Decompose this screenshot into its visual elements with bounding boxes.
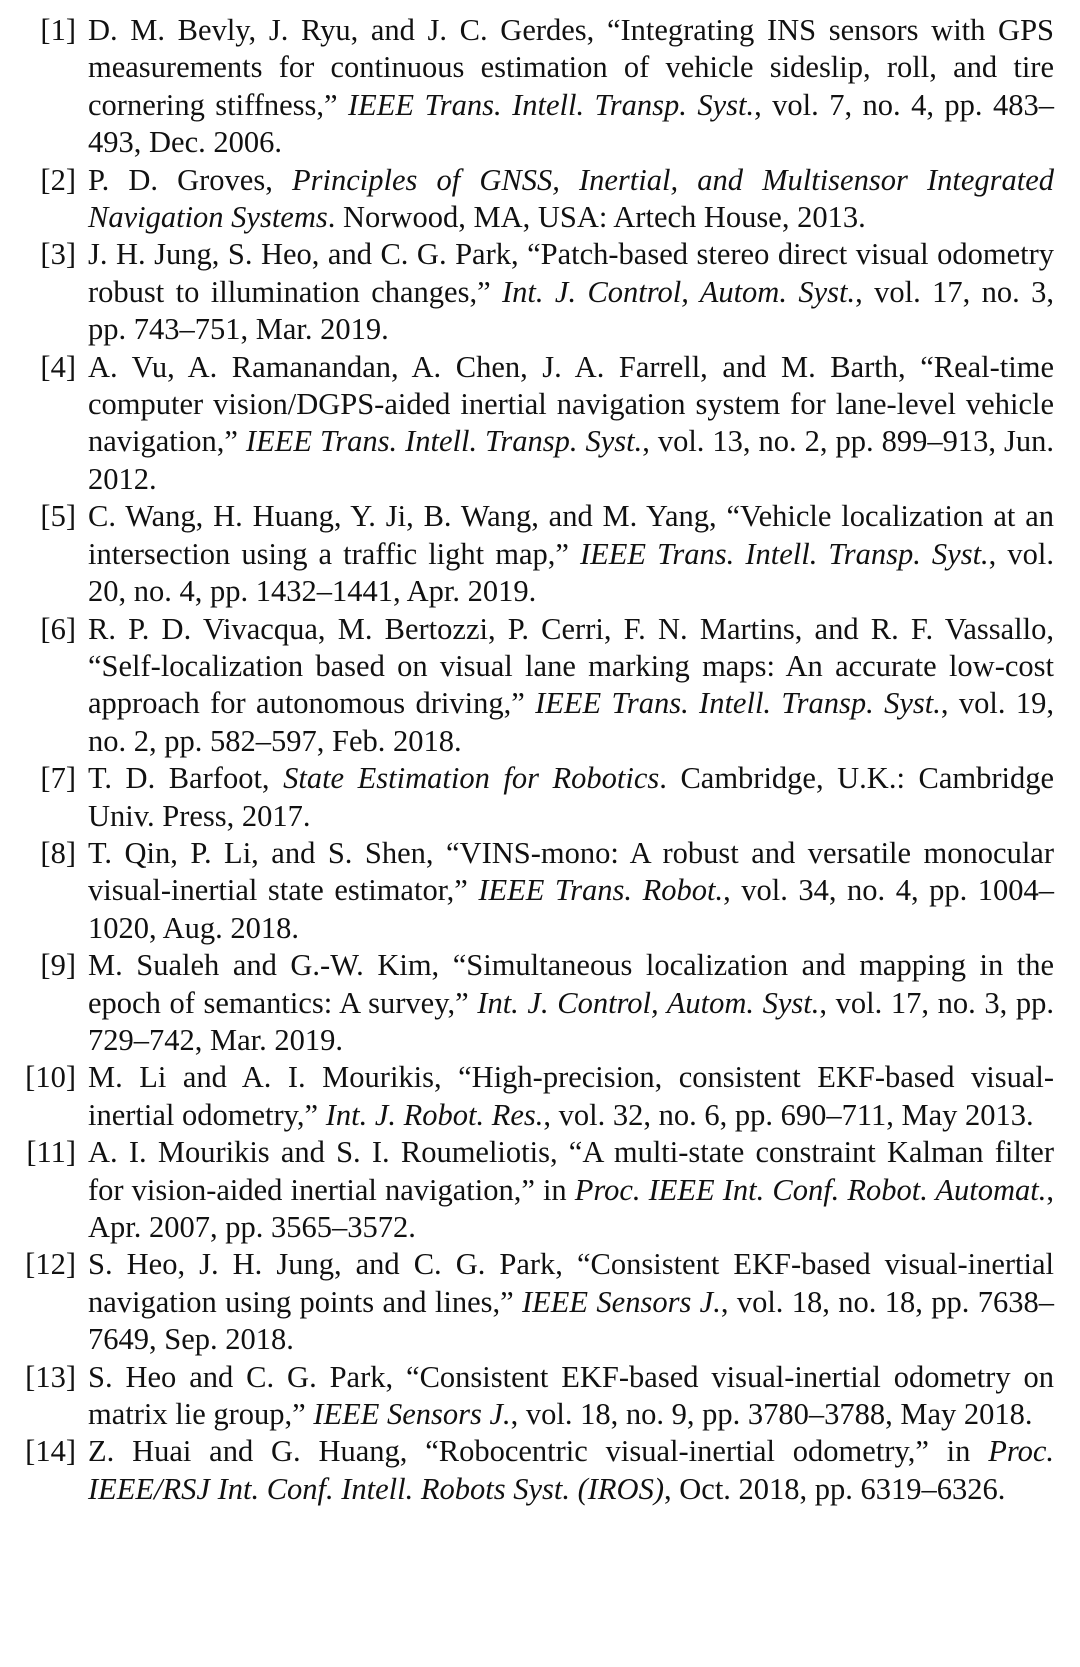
reference-venue: Int. J. Control, Autom. Syst. [477,985,820,1020]
reference-segment: D. M. Bevly, J. Ryu, and J. C. Gerdes, “Integrating INS sensors with GPS measurements for continuous estimation of vehicle sideslip, roll, and tire cornering stiffness,” [88,13,1054,122]
reference-text [88,499,1054,608]
reference-segment: , vol. 17, no. 3, pp. 743–751, Mar. 2019. [88,274,1054,347]
reference-segment: . Norwood, MA, USA: Artech House, 2013. [327,200,866,235]
reference-venue: Int. J. Robot. Res. [325,1097,544,1132]
reference-segment: T. Qin, P. Li, and S. Shen, “VINS-mono: A robust and versatile monocular visual-inertial state estimator,” [88,835,1054,908]
reference-text [88,13,1054,159]
reference-item [0,236,1080,348]
reference-segment: J. H. Jung, S. Heo, and C. G. Park, “Patch-based stereo direct visual odometry robust to illumination changes,” [88,237,1054,309]
reference-text [88,1360,1054,1431]
reference-text [88,1247,1054,1356]
reference-segment: R. P. D. Vivacqua, M. Bertozzi, P. Cerri, F. N. Martins, and R. F. Vassallo, “Self-localization based on visual lane marking maps: An accurate low-cost approach for autonomous driving,” [88,611,1054,721]
reference-item [0,1359,1080,1434]
reference-segment: , vol. 13, no. 2, pp. 899–913, Jun. 2012. [88,424,1054,496]
reference-segment: A. I. Mourikis and S. I. Roumeliotis, “A multi-state constraint Kalman filter for vision-aided inertial navigation,” in [88,1135,1054,1207]
reference-segment: , vol. 19, no. 2, pp. 582–597, Feb. 2018. [88,686,1054,758]
reference-number: [2] [40,162,76,197]
reference-segment: S. Heo, J. H. Jung, and C. G. Park, “Consistent EKF-based visual-inertial navigation using points and lines,” [88,1247,1054,1319]
reference-item [0,349,1080,499]
reference-segment: , vol. 20, no. 4, pp. 1432–1441, Apr. 2019. [88,536,1054,609]
reference-number: [12] [25,1247,76,1282]
reference-number: [7] [40,761,76,796]
reference-number: [13] [25,1359,76,1394]
reference-segment: M. Sualeh and G.-W. Kim, “Simultaneous localization and mapping in the epoch of semantics: A survey,” [88,948,1054,1020]
reference-item [0,1246,1080,1358]
reference-number: [14] [25,1434,76,1469]
reference-segment: , Apr. 2007, pp. 3565–3572. [88,1172,1054,1244]
reference-item [0,162,1080,237]
reference-number: [6] [40,611,76,646]
reference-venue: State Estimation for Robotics [283,761,660,796]
reference-text [88,1060,1054,1131]
reference-venue: Proc. IEEE/RSJ Int. Conf. Intell. Robots Syst. (IROS) [88,1434,1054,1506]
reference-text [88,761,1054,832]
reference-number: [10] [25,1060,76,1095]
reference-list [0,12,1080,1508]
reference-item [0,1059,1080,1134]
reference-segment: , vol. 34, no. 4, pp. 1004–1020, Aug. 2018. [88,873,1055,945]
reference-segment: C. Wang, H. Huang, Y. Ji, B. Wang, and M. Yang, “Vehicle localization at an intersection using a traffic light map,” [88,499,1054,571]
reference-segment: . Cambridge, U.K.: Cambridge Univ. Press, 2017. [88,761,1054,833]
reference-segment: , vol. 18, no. 9, pp. 3780–3788, May 2018. [510,1397,1033,1432]
reference-segment: , vol. 18, no. 18, pp. 7638–7649, Sep. 2018. [88,1284,1054,1357]
reference-segment: M. Li and A. I. Mourikis, “High-precision, consistent EKF-based visual-inertial odometry,” [88,1060,1054,1132]
reference-segment: A. Vu, A. Ramanandan, A. Chen, J. A. Farrell, and M. Barth, “Real-time computer vision/DGPS-aided inertial navigation system for lane-level vehicle navigation,” [88,349,1054,459]
reference-venue: IEEE Trans. Intell. Transp. Syst. [245,424,643,459]
reference-segment: , vol. 17, no. 3, pp. 729–742, Mar. 2019. [88,985,1054,1057]
reference-venue: IEEE Trans. Intell. Transp. Syst. [579,536,989,571]
reference-venue: IEEE Trans. Intell. Transp. Syst. [348,87,755,122]
reference-text [88,948,1054,1057]
reference-text [88,350,1054,496]
reference-venue: IEEE Trans. Robot. [478,873,724,908]
reference-venue: Int. J. Control, Autom. Syst. [502,274,856,309]
reference-number: [11] [26,1135,76,1170]
reference-segment: , vol. 7, no. 4, pp. 483–493, Dec. 2006. [88,87,1054,160]
reference-venue: IEEE Trans. Intell. Transp. Syst. [535,686,941,721]
reference-text [88,612,1054,758]
reference-item [0,760,1080,835]
reference-item [0,12,1080,162]
reference-number: [8] [40,835,76,870]
reference-segment: , Oct. 2018, pp. 6319–6326. [664,1471,1006,1506]
reference-text [88,163,1054,234]
reference-segment: Z. Huai and G. Huang, “Robocentric visual-inertial odometry,” in [88,1434,989,1469]
reference-text [88,836,1054,945]
reference-item [0,1433,1080,1508]
reference-venue: IEEE Sensors J. [522,1284,721,1319]
reference-number: [9] [40,948,76,983]
reference-venue: IEEE Sensors J. [313,1397,511,1432]
reference-item [0,835,1080,947]
reference-venue: Principles of GNSS, Inertial, and Multisensor Integrated Navigation Systems [88,162,1055,235]
reference-segment: T. D. Barfoot, [88,761,284,796]
reference-item [0,1134,1080,1246]
reference-segment: P. D. Groves, [88,162,292,197]
reference-number: [3] [40,237,76,272]
reference-number: [4] [40,349,76,384]
reference-segment: , vol. 32, no. 6, pp. 690–711, May 2013. [543,1097,1034,1132]
reference-number: [1] [40,13,76,47]
reference-item [0,947,1080,1059]
reference-text [88,237,1054,346]
reference-text [88,1135,1054,1244]
reference-venue: Proc. IEEE Int. Conf. Robot. Automat. [574,1172,1047,1207]
reference-item [0,611,1080,761]
reference-number: [5] [40,499,76,534]
reference-segment: S. Heo and C. G. Park, “Consistent EKF-based visual-inertial odometry on matrix lie group,” [88,1359,1054,1432]
reference-item [0,498,1080,610]
reference-text [88,1434,1054,1505]
